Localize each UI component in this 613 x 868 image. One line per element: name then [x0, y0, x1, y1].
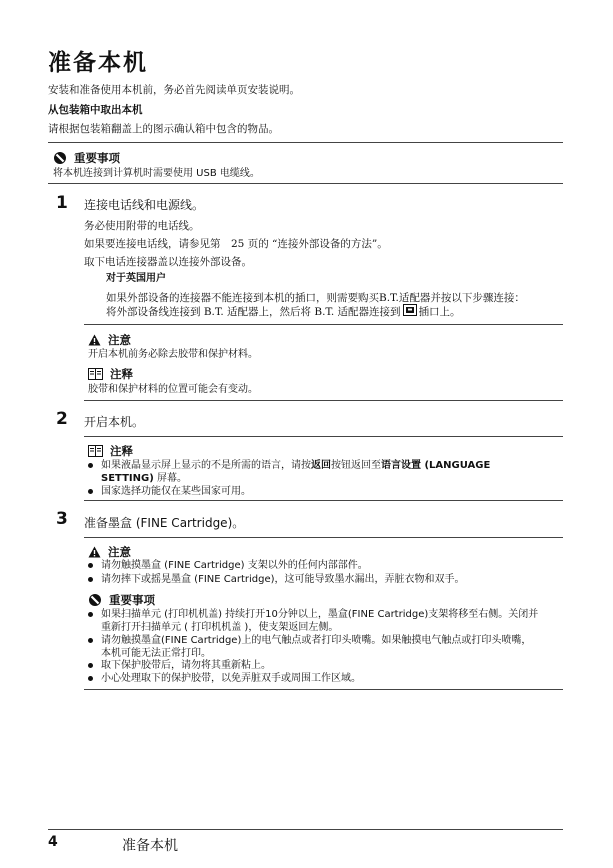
important-heading	[88, 592, 155, 608]
divider	[84, 537, 563, 538]
list-item	[88, 672, 361, 685]
important-label: 重要事项	[74, 151, 120, 165]
note-heading	[88, 443, 133, 459]
bullet-icon	[88, 612, 93, 617]
list-item-text: 请勿触摸墨盒(FINE Cartridge)上的电气触点或者打印头喷嘴。如果触摸电气触点或打印头喷嘴， 本机可能无法正常打印。	[101, 635, 532, 659]
step-title: 开启本机。	[84, 415, 145, 429]
step-number: 3	[56, 509, 68, 529]
caution-text: 开启本机前务必除去胶带和保护材料。	[88, 349, 258, 360]
note-label: 注释	[110, 444, 133, 458]
divider	[84, 689, 563, 690]
list-item	[88, 559, 368, 572]
list-item-text: 请勿触摸墨盒 (FINE Cartridge) 支架以外的任何内部部件。	[101, 560, 368, 571]
divider	[84, 436, 563, 437]
list-item	[88, 659, 271, 672]
bullet-icon	[88, 663, 93, 668]
unpack-heading: 从包装箱中取出本机	[48, 104, 143, 116]
list-item-text: 如果液晶显示屏上显示的不是所需的语言，请按返回按钮返回至语言设置 (LANGUAGE SETTING) 屏幕。	[101, 460, 491, 484]
list-item	[88, 459, 528, 485]
caution-label: 注意	[108, 545, 131, 559]
bullet-icon	[88, 577, 93, 582]
important-text: 将本机连接到计算机时需要使用 USB 电缆线。	[53, 168, 260, 179]
uk-text: 插口上。	[418, 306, 461, 318]
step-text: 取下电话连接器盖以连接外部设备。	[84, 256, 252, 268]
caution-label: 注意	[108, 333, 131, 347]
step-number: 2	[56, 409, 68, 429]
uk-text: 如果外部设备的连接器不能连接到本机的插口，则需要购买B.T.适配器并按以下步骤连接：	[106, 292, 525, 304]
phone-jack-icon	[403, 304, 417, 319]
note-book-icon	[88, 368, 103, 380]
list-item	[88, 573, 465, 586]
bullet-icon	[88, 489, 93, 494]
caution-heading	[88, 544, 131, 560]
divider	[84, 324, 563, 325]
prohibit-icon	[88, 593, 102, 607]
list-item	[88, 634, 558, 660]
divider	[84, 500, 563, 501]
important-heading	[53, 150, 120, 166]
footer-divider	[48, 829, 563, 830]
warning-icon	[88, 546, 101, 558]
step-title: 准备墨盒 (FINE Cartridge)。	[84, 516, 245, 530]
warning-icon	[88, 334, 101, 346]
bullet-icon	[88, 676, 93, 681]
footer-section-title: 准备本机	[122, 838, 178, 854]
uk-heading: 对于英国用户	[106, 273, 166, 284]
page-number: 4	[48, 834, 58, 850]
step-number: 1	[56, 193, 68, 213]
important-label: 重要事项	[109, 593, 155, 607]
caution-heading	[88, 332, 131, 348]
list-item-text: 如果扫描单元 (打印机机盖) 持续打开10分钟以上，墨盒(FINE Cartridge)支架将移至右侧。关闭并 重新打开扫描单元 ( 打印机机盖 )，使支架返回左侧。	[101, 609, 539, 633]
uk-text: 将外部设备线连接到 B.T. 适配器上，然后将 B.T. 适配器连接到	[106, 306, 401, 318]
step-text: 务必使用附带的电话线。	[84, 220, 200, 232]
list-item-text: 请勿摔下或摇晃墨盒 (FINE Cartridge)，这可能导致墨水漏出，弄脏衣物和双手。	[101, 574, 465, 585]
step-title: 连接电话线和电源线。	[84, 198, 205, 212]
list-item-text: 国家选择功能仅在某些国家可用。	[101, 486, 251, 497]
uk-text-line	[106, 304, 461, 319]
intro-text: 安装和准备使用本机前，务必首先阅读单页安装说明。	[48, 84, 300, 96]
list-item-text: 取下保护胶带后，请勿将其重新粘上。	[101, 660, 271, 671]
list-item	[88, 485, 251, 498]
bullet-icon	[88, 563, 93, 568]
step-text: 如果要连接电话线，请参见第 25 页的 “连接外部设备的方法”。	[84, 238, 388, 250]
divider	[84, 400, 563, 401]
page-title: 准备本机	[48, 50, 148, 76]
note-book-icon	[88, 445, 103, 457]
note-label: 注释	[110, 367, 133, 381]
list-item-text: 小心处理取下的保护胶带，以免弄脏双手或周围工作区域。	[101, 673, 361, 684]
prohibit-icon	[53, 151, 67, 165]
unpack-text: 请根据包装箱翻盖上的图示确认箱中包含的物品。	[48, 123, 279, 135]
divider	[48, 142, 563, 143]
note-heading	[88, 366, 133, 382]
list-item	[88, 608, 558, 634]
bullet-icon	[88, 463, 93, 468]
divider	[48, 183, 563, 184]
bullet-icon	[88, 638, 93, 643]
note-text: 胶带和保护材料的位置可能会有变动。	[88, 384, 258, 395]
